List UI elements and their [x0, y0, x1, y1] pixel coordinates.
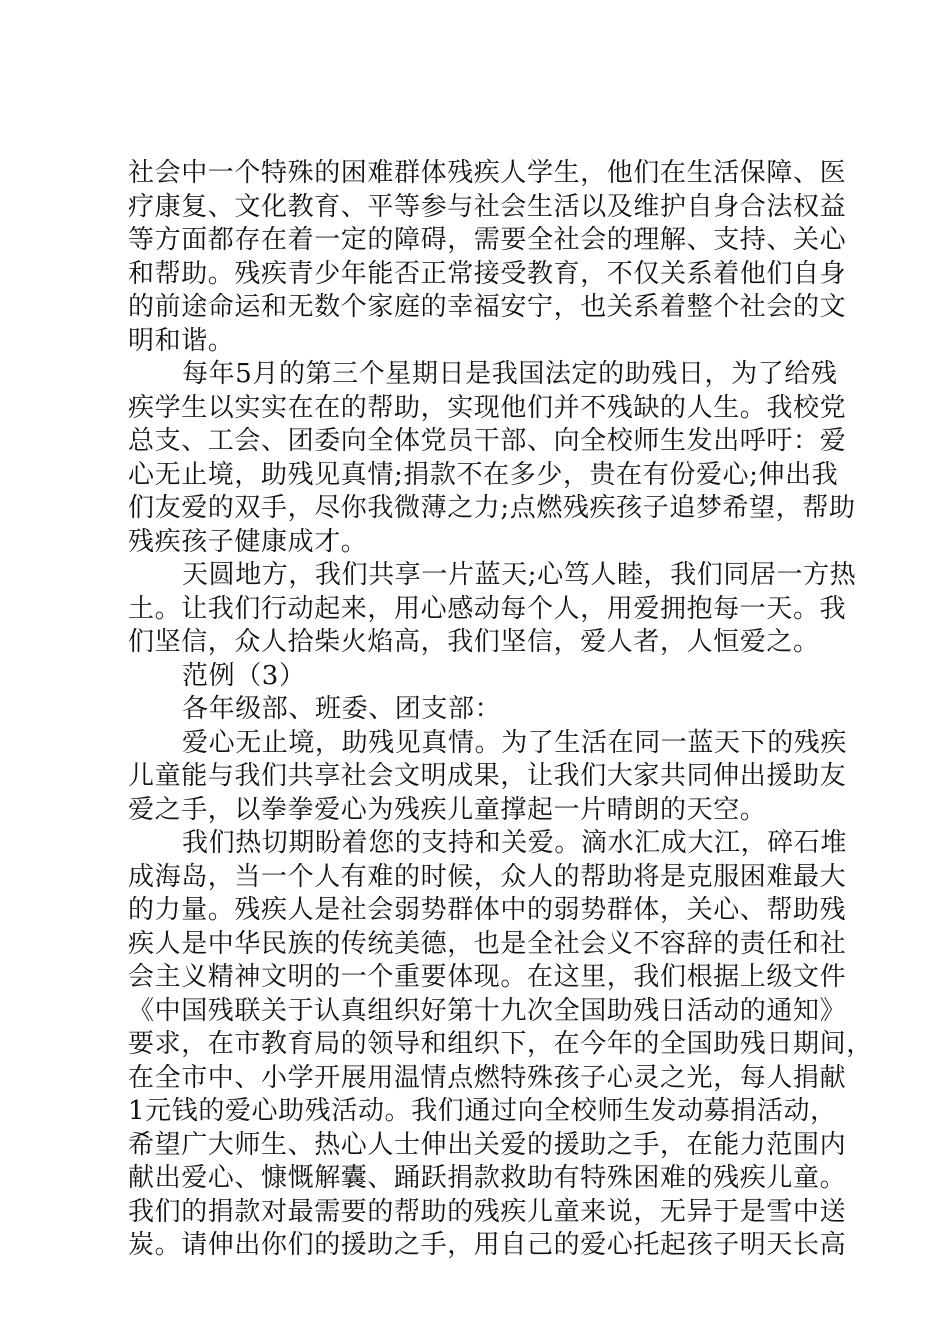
text-line: 要求，在市教育局的领导和组织下，在今年的全国助残日期间，	[128, 1029, 873, 1059]
text-line: 《中国残联关于认真组织好第十九次全国助残日活动的通知》	[128, 995, 847, 1026]
text-line: 等方面都存在着一定的障碍，需要全社会的理解、支持、关心	[128, 225, 847, 255]
document-body	[128, 157, 873, 1263]
text-line: 们友爱的双手，尽你我微薄之力;点燃残疾孩子追梦希望，帮助	[128, 493, 856, 523]
text-line: 的前途命运和无数个家庭的幸福安宁，也关系着整个社会的文	[128, 292, 847, 322]
text-line: 我们的捐款对最需要的帮助的残疾儿童来说，无异于是雪中送	[128, 1196, 847, 1227]
text-line: 残疾孩子健康成才。	[128, 526, 368, 557]
text-line: 天圆地方，我们共享一片蓝天;心笃人睦，我们同居一方热	[182, 560, 857, 590]
text-line: 我们热切期盼着您的支持和关爱。滴水汇成大江，碎石堆	[182, 828, 848, 858]
text-line: 的力量。残疾人是社会弱势群体中的弱势群体，关心、帮助残	[128, 895, 847, 925]
text-line: 爱心无止境，助残见真情。为了生活在同一蓝天下的残疾	[182, 727, 848, 758]
text-line: 会主义精神文明的一个重要体现。在这里，我们根据上级文件	[128, 962, 847, 992]
text-line: 和帮助。残疾青少年能否正常接受教育，不仅关系着他们自身	[128, 258, 847, 289]
text-line: 献出爱心、慷慨解囊、踊跃捐款救助有特殊困难的残疾儿童。	[128, 1163, 847, 1193]
text-line: 成海岛，当一个人有难的时候，众人的帮助将是克服困难最大	[128, 861, 847, 892]
text-line: 希望广大师生、热心人士伸出关爱的援助之手，在能力范围内	[128, 1129, 847, 1160]
text-line: 们坚信，众人拾柴火焰高，我们坚信，爱人者，人恒爱之。	[128, 627, 820, 657]
text-line: 疗康复、文化教育、平等参与社会生活以及维护自身合法权益	[128, 191, 847, 222]
text-line: 每年5月的第三个星期日是我国法定的助残日，为了给残	[182, 359, 838, 389]
text-line: 范例（3）	[182, 660, 306, 691]
text-line: 各年级部、班委、团支部：	[182, 694, 502, 724]
text-line: 心无止境，助残见真情;捐款不在多少，贵在有份爱心;伸出我	[128, 459, 839, 490]
text-line: 爱之手，以拳拳爱心为残疾儿童撑起一片晴朗的天空。	[128, 794, 767, 825]
text-line: 总支、工会、团委向全体党员干部、向全校师生发出呼吁：爱	[128, 426, 847, 456]
text-line: 儿童能与我们共享社会文明成果，让我们大家共同伸出援助友	[128, 761, 847, 791]
text-line: 土。让我们行动起来，用心感动每个人，用爱拥抱每一天。我	[128, 593, 847, 624]
text-line: 明和谐。	[128, 325, 235, 356]
text-line: 炭。请伸出你们的援助之手，用自己的爱心托起孩子明天长高	[128, 1230, 847, 1260]
text-line: 在全市中、小学开展用温情点燃特殊孩子心灵之光，每人捐献	[128, 1062, 847, 1093]
text-line: 疾学生以实实在在的帮助，实现他们并不残缺的人生。我校党	[128, 392, 847, 423]
text-line: 疾人是中华民族的传统美德，也是全社会义不容辞的责任和社	[128, 928, 847, 959]
text-line: 1元钱的爱心助残活动。我们通过向全校师生发动募捐活动，	[128, 1096, 837, 1126]
text-line: 社会中一个特殊的困难群体残疾人学生，他们在生活保障、医	[128, 158, 847, 188]
